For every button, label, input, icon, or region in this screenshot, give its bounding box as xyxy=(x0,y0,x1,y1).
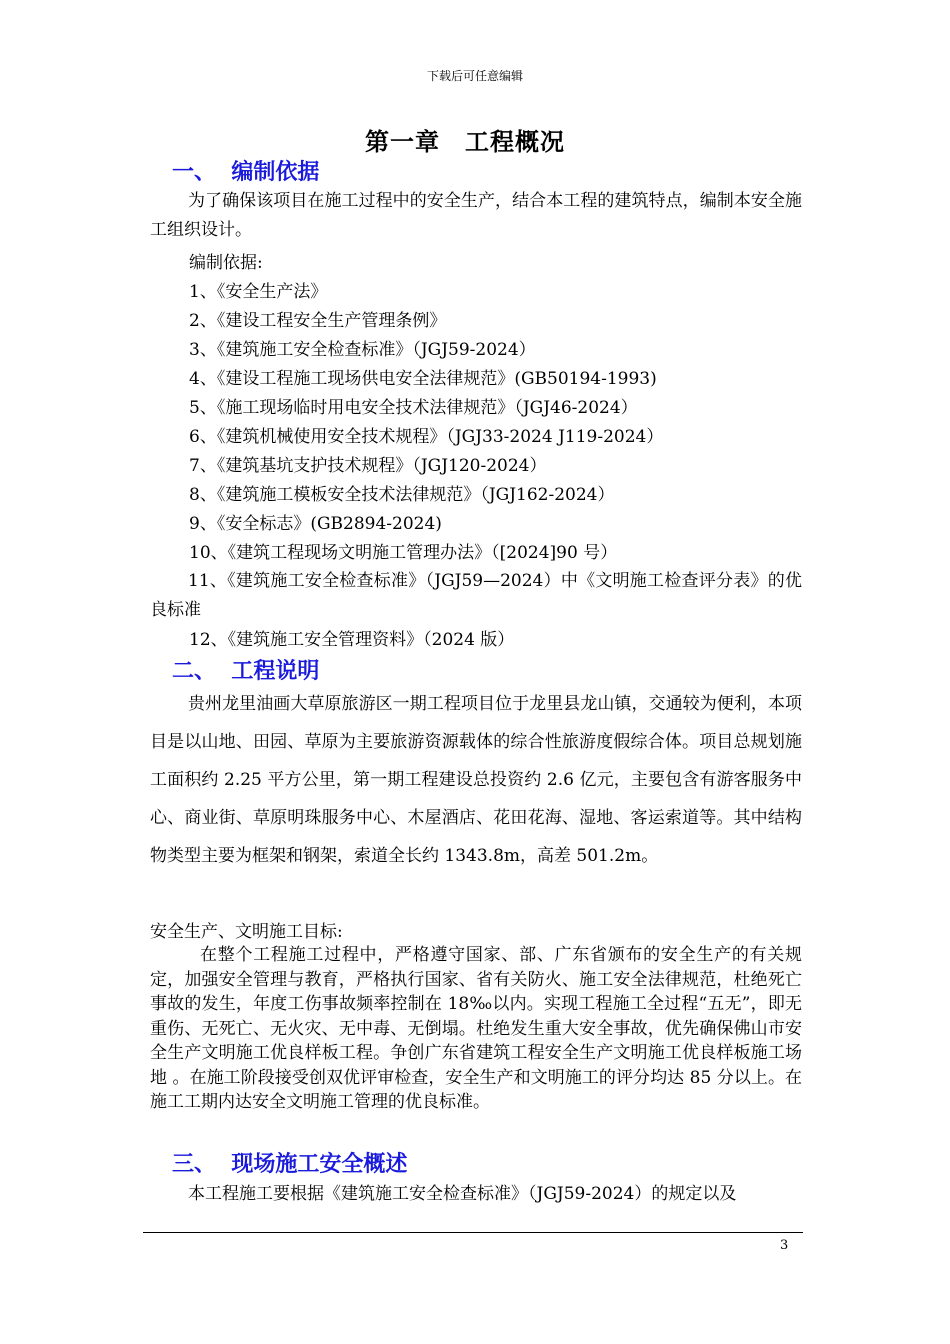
intro-paragraph: 为了确保该项目在施工过程中的安全生产，结合本工程的建筑特点，编制本安全施工组织设计。 xyxy=(150,191,802,240)
list-item: 8、《建筑施工模板安全技术法律规范》（JGJ162-2024） xyxy=(189,485,615,505)
list-item: 2、《建设工程安全生产管理条例》 xyxy=(189,311,447,331)
safety-paragraph: 本工程施工要根据《建筑施工安全检查标准》（JGJ59-2024）的规定以及 xyxy=(188,1184,737,1204)
list-item: 6、《建筑机械使用安全技术规程》（JGJ33-2024 J119-2024） xyxy=(189,427,664,447)
list-item: 9、《安全标志》(GB2894-2024) xyxy=(189,514,442,534)
section-heading-safety: 三、 现场施工安全概述 xyxy=(172,1152,408,1177)
list-item: 7、《建筑基坑支护技术规程》（JGJ120-2024） xyxy=(189,456,547,476)
page-number: 3 xyxy=(780,1238,789,1253)
list-item: 1、《安全生产法》 xyxy=(189,282,328,302)
list-item: 5、《施工现场临时用电安全技术法律规范》（JGJ46-2024） xyxy=(189,398,638,418)
section-heading-description: 二、 工程说明 xyxy=(172,659,320,684)
header-note: 下载后可任意编辑 xyxy=(426,69,523,83)
list-item: 3、《建筑施工安全检查标准》（JGJ59-2024） xyxy=(189,340,536,360)
footer-rule xyxy=(143,1232,803,1233)
list-item: 12、《建筑施工安全管理资料》（2024 版） xyxy=(189,630,515,650)
list-item: 4、《建设工程施工现场供电安全法律规范》(GB50194-1993) xyxy=(189,369,657,389)
goal-label: 安全生产、文明施工目标: xyxy=(150,922,343,942)
list-item: 11、《建筑施工安全检查标准》（JGJ59—2024）中《文明施工检查评分表》的优良标准 xyxy=(150,571,802,620)
list-item: 10、《建筑工程现场文明施工管理办法》（[2024]90 号） xyxy=(189,543,618,563)
chapter-title: 第一章 工程概况 xyxy=(365,128,565,156)
section-heading-basis: 一、 编制依据 xyxy=(172,160,320,185)
goal-paragraph: 在整个工程施工过程中，严格遵守国家、部、广东省颁布的安全生产的有关规定，加强安全管理与教育，严格执行国家、省有关防火、施工安全法律规范，杜绝死亡事故的发生，年度工伤事故频率控制在 18‰以内。实现工程施工全过程“五无”，即无重伤、无死亡、无火灾、无中毒、无倒塌。杜绝发生重大安全事故，优先确保佛山市安全生产文明施工优良样板工程。争创广东省建筑工程安全生产文明施工优良样板施工场地 。在施工阶段接受创双优评审检查，安全生产和文明施工的评分均达 85 分以上。在施工工期内达安全文明施工管理的优良标准。 xyxy=(150,945,802,1112)
project-description: 贵州龙里油画大草原旅游区一期工程项目位于龙里县龙山镇，交通较为便利，本项目是以山地、田园、草原为主要旅游资源载体的综合性旅游度假综合体。项目总规划施工面积约 2.25 平方公里，第一期工程建设总投资约 2.6 亿元，主要包含有游客服务中心、商业街、草原明珠服务中心、木屋酒店、花田花海、湿地、客运索道等。其中结构物类型主要为框架和钢架，索道全长约 1343.8m，高差 501.2m。 xyxy=(150,694,802,866)
basis-label: 编制依据: xyxy=(189,253,263,273)
